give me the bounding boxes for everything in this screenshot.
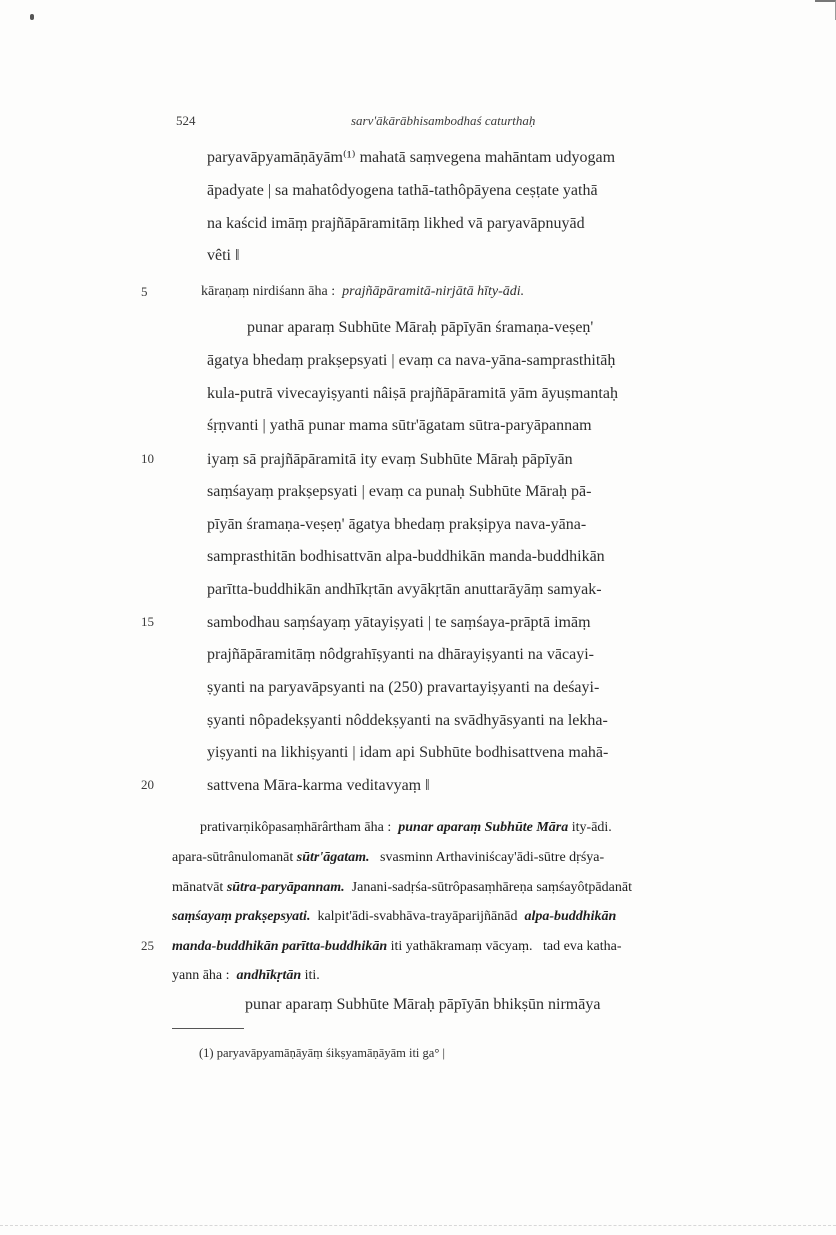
- body-line: paryavāpyamāṇāyām⁽¹⁾ mahatā saṃvegena mahāntam udyogam: [207, 149, 616, 166]
- page-corner-mark: [815, 0, 836, 20]
- body-line: samprasthitān bodhisattvān alpa-buddhikān manda-buddhikān: [207, 548, 605, 565]
- commentary-line: yann āha : andhīkṛtān iti.: [172, 968, 320, 983]
- body-line: śṛṇvanti | yathā punar mama sūtr'āgatam sūtra-paryāpannam: [207, 417, 592, 434]
- body-line: ṣyanti na paryavāpsyanti na (250) pravartayiṣyanti na deśayi-: [207, 679, 600, 696]
- body-line: sattvena Māra-karma veditavyaṃ ‖: [207, 777, 430, 794]
- body-line: vêti ‖: [207, 247, 240, 264]
- karika-line: kāraṇaṃ nirdiśann āha : prajñāpāramitā-nirjātā hīty-ādi.: [201, 284, 525, 299]
- body-line: punar aparaṃ Subhūte Māraḥ pāpīyān bhikṣūn nirmāya: [245, 996, 601, 1013]
- body-line: kula-putrā vivecayiṣyanti nâiṣā prajñāpāramitā yām āyuṣmantaḥ: [207, 385, 618, 402]
- footnote-rule: [172, 1028, 244, 1029]
- body-line: sambodhau saṃśayaṃ yātayiṣyati | te saṃśaya-prāptā imāṃ: [207, 614, 591, 631]
- line-number-15: 15: [141, 614, 154, 629]
- body-line: na kaścid imāṃ prajñāpāramitāṃ likhed vā paryavāpnuyād: [207, 215, 585, 232]
- page-header: [176, 113, 736, 133]
- line-number-20: 20: [141, 777, 154, 792]
- body-line: parītta-buddhikān andhīkṛtān avyākṛtān anuttarāyāṃ samyak-: [207, 581, 602, 598]
- body-line: punar aparaṃ Subhūte Māraḥ pāpīyān śramaṇa-veṣeṇ': [247, 319, 594, 336]
- body-line: iyaṃ sā prajñāpāramitā ity evaṃ Subhūte Māraḥ pāpīyān: [207, 451, 573, 468]
- commentary-line: saṃśayaṃ prakṣepsyati. kalpit'ādi-svabhāva-trayāparijñānād alpa-buddhikān: [172, 909, 617, 924]
- scan-speck: [30, 14, 34, 20]
- body-line: āgatya bhedaṃ prakṣepsyati | evaṃ ca nava-yāna-samprasthitāḥ: [207, 352, 616, 369]
- body-line: saṃśayaṃ prakṣepsyati | evaṃ ca punaḥ Subhūte Māraḥ pā-: [207, 483, 592, 500]
- body-line: prajñāpāramitāṃ nôdgrahīṣyanti na dhārayiṣyanti na vācayi-: [207, 646, 594, 663]
- running-title: sarv'ākārābhisambodhaś caturthaḥ: [351, 113, 536, 128]
- commentary-line: apara-sūtrânulomanāt sūtr'āgatam. svasminn Arthaviniścay'ādi-sūtre dṛśya-: [172, 850, 605, 865]
- footnote: (1) paryavāpyamāṇāyāṃ śikṣyamāṇāyām iti ga° |: [199, 1046, 445, 1060]
- body-line: āpadyate | sa mahatôdyogena tathā-tathôpāyena ceṣṭate yathā: [207, 182, 598, 199]
- line-number-10: 10: [141, 451, 154, 466]
- commentary-line: manda-buddhikān parītta-buddhikān iti yathākramaṃ vācyaṃ. tad eva katha-: [172, 939, 622, 954]
- body-line: ṣyanti nôpadekṣyanti nôddekṣyanti na svādhyāsyanti na lekha-: [207, 712, 608, 729]
- commentary-line: mānatvāt sūtra-paryāpannam. Janani-sadṛśa-sūtrôpasaṃhāreṇa saṃśayôtpādanāt: [172, 880, 632, 895]
- line-number-5: 5: [141, 284, 148, 299]
- page-number: 524: [176, 113, 196, 128]
- scan-edge: [0, 1225, 836, 1227]
- line-number-25: 25: [141, 938, 154, 953]
- body-line: yiṣyanti na likhiṣyanti | idam api Subhūte bodhisattvena mahā-: [207, 744, 609, 761]
- body-line: pīyān śramaṇa-veṣeṇ' āgatya bhedaṃ prakṣipya nava-yāna-: [207, 516, 587, 533]
- commentary-line: prativarṇikôpasaṃhārârtham āha : punar aparaṃ Subhūte Māra ity-ādi.: [200, 820, 612, 835]
